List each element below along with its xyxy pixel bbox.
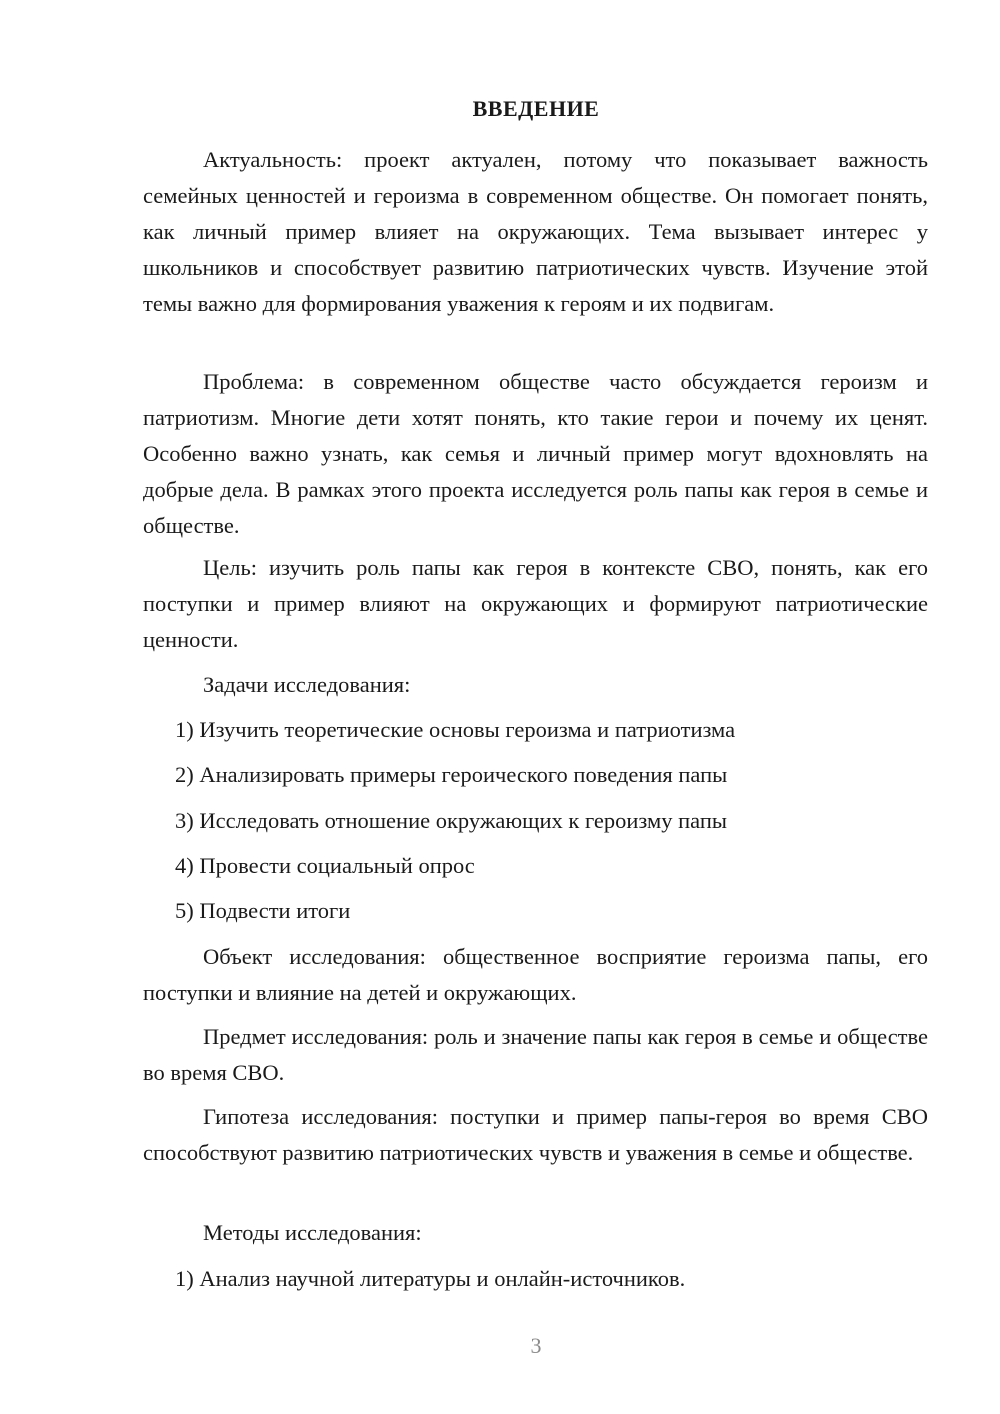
method-item-1: 1) Анализ научной литературы и онлайн-источников. xyxy=(175,1266,686,1291)
tasks-heading: Задачи исследования: xyxy=(203,672,411,697)
task-item-5: 5) Подвести итоги xyxy=(175,898,351,923)
section-heading: ВВЕДЕНИЕ xyxy=(472,96,600,121)
goal-paragraph: Цель: изучить роль папы как героя в контексте СВО, понять, как его поступки и пример влияют на окружающих и формируют патриотические ценности. xyxy=(143,555,928,652)
task-item-1: 1) Изучить теоретические основы героизма и патриотизма xyxy=(175,717,736,742)
problem-paragraph: Проблема: в современном обществе часто обсуждается героизм и патриотизм. Многие дети хотят понять, кто такие герои и почему их ценят. Особенно важно узнать, как семья и личный пример могут вдохновлять на добрые дела. В рамках этого проекта исследуется роль папы как героя в семье и обществе. xyxy=(143,369,928,538)
task-item-2: 2) Анализировать примеры героического поведения папы xyxy=(175,762,728,787)
relevance-paragraph: Актуальность: проект актуален, потому что показывает важность семейных ценностей и героизма в современном обществе. Он помогает понять, как личный пример влияет на окружающих. Тема вызывает интерес у школьников и способствует развитию патриотических чувств. Изучение этой темы важно для формирования уважения к героям и их подвигам. xyxy=(143,147,928,316)
object-paragraph: Объект исследования: общественное восприятие героизма папы, его поступки и влияние на детей и окружающих. xyxy=(143,944,928,1005)
methods-heading: Методы исследования: xyxy=(203,1220,422,1245)
hypothesis-paragraph: Гипотеза исследования: поступки и пример папы-героя во время СВО способствуют развитию патриотических чувств и уважения в семье и обществе. xyxy=(143,1104,928,1165)
task-item-3: 3) Исследовать отношение окружающих к героизму папы xyxy=(175,808,727,833)
subject-paragraph: Предмет исследования: роль и значение папы как героя в семье и обществе во время СВО. xyxy=(143,1024,928,1085)
task-item-4: 4) Провести социальный опрос xyxy=(175,853,475,878)
page-number: 3 xyxy=(530,1333,542,1358)
